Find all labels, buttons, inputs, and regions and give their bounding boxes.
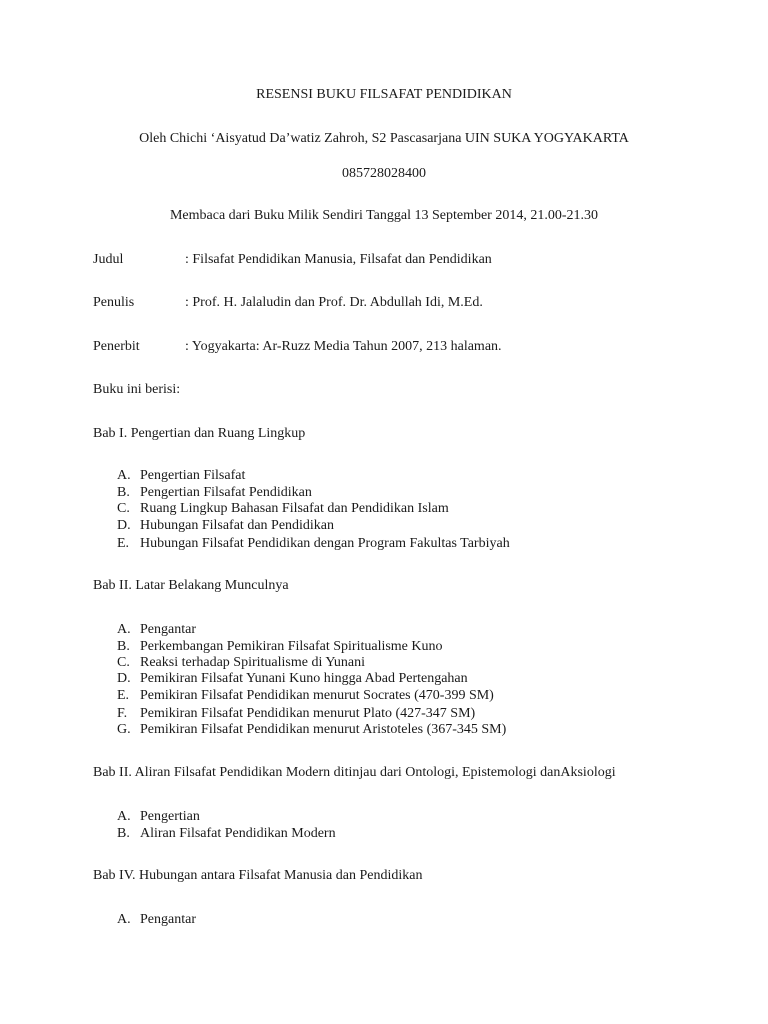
penerbit-label: Penerbit <box>93 339 140 354</box>
list-letter: D. <box>117 671 131 686</box>
list-item <box>117 655 365 671</box>
list-text: Pemikiran Filsafat Yunani Kuno hingga Abad Pertengahan <box>140 671 468 686</box>
chapter-heading: Bab II. Aliran Filsafat Pendidikan Modern ditinjau dari Ontologi, Epistemologi danAksiologi <box>93 765 616 780</box>
list-item <box>117 501 449 517</box>
list-letter: E. <box>117 536 130 551</box>
list-letter: C. <box>117 501 130 516</box>
penulis-label: Penulis <box>93 295 135 310</box>
list-text: Hubungan Filsafat Pendidikan dengan Program Fakultas Tarbiyah <box>140 536 510 551</box>
list-text: Pemikiran Filsafat Pendidikan menurut Aristoteles (367-345 SM) <box>140 722 507 737</box>
list-item <box>117 639 443 655</box>
list-item <box>117 706 475 722</box>
list-text: Pemikiran Filsafat Pendidikan menurut Plato (427-347 SM) <box>140 706 476 721</box>
list-item <box>117 536 510 552</box>
list-text: Pengertian Filsafat Pendidikan <box>140 485 312 500</box>
list-text: Pemikiran Filsafat Pendidikan menurut Socrates (470-399 SM) <box>140 688 494 703</box>
intro-text: Buku ini berisi: <box>93 382 181 397</box>
list-item <box>117 826 336 842</box>
list-letter: B. <box>117 639 130 654</box>
list-letter: E. <box>117 688 130 703</box>
author-line: Oleh Chichi ‘Aisyatud Da’watiz Zahroh, S2 Pascasarjana UIN SUKA YOGYAKARTA <box>139 131 629 146</box>
list-text: Pengertian Filsafat <box>140 468 246 483</box>
list-item <box>117 809 200 825</box>
list-letter: B. <box>117 485 130 500</box>
list-letter: F. <box>117 706 128 721</box>
list-text: Reaksi terhadap Spiritualisme di Yunani <box>140 655 365 670</box>
reading-note: Membaca dari Buku Milik Sendiri Tanggal 13 September 2014, 21.00-21.30 <box>169 208 599 223</box>
judul-label: Judul <box>93 252 124 267</box>
list-letter: A. <box>117 468 131 483</box>
phone-number: 085728028400 <box>342 166 426 181</box>
list-letter: B. <box>117 826 130 841</box>
list-letter: G. <box>117 722 131 737</box>
penulis-value: : Prof. H. Jalaludin dan Prof. Dr. Abdullah Idi, M.Ed. <box>185 295 483 310</box>
list-letter: C. <box>117 655 130 670</box>
list-letter: A. <box>117 912 131 927</box>
judul-value: : Filsafat Pendidikan Manusia, Filsafat dan Pendidikan <box>185 252 492 267</box>
document-title: RESENSI BUKU FILSAFAT PENDIDIKAN <box>256 87 512 102</box>
list-item <box>117 622 196 638</box>
list-text: Ruang Lingkup Bahasan Filsafat dan Pendidikan Islam <box>140 501 449 516</box>
list-item <box>117 912 196 928</box>
list-text: Pengertian <box>140 809 200 824</box>
list-text: Pengantar <box>140 912 196 927</box>
list-text: Perkembangan Pemikiran Filsafat Spiritualisme Kuno <box>140 639 443 654</box>
list-letter: A. <box>117 622 131 637</box>
list-text: Hubungan Filsafat dan Pendidikan <box>140 518 335 533</box>
list-item <box>117 518 334 534</box>
list-letter: A. <box>117 809 131 824</box>
chapter-heading: Bab IV. Hubungan antara Filsafat Manusia dan Pendidikan <box>93 868 423 883</box>
penerbit-value: : Yogyakarta: Ar-Ruzz Media Tahun 2007, 213 halaman. <box>185 339 502 354</box>
list-letter: D. <box>117 518 131 533</box>
list-item <box>117 722 506 738</box>
chapter-heading: Bab II. Latar Belakang Munculnya <box>93 578 289 593</box>
list-item <box>117 468 245 484</box>
list-text: Aliran Filsafat Pendidikan Modern <box>140 826 336 841</box>
list-text: Pengantar <box>140 622 196 637</box>
list-item <box>117 688 494 704</box>
list-item <box>117 485 312 501</box>
chapter-heading: Bab I. Pengertian dan Ruang Lingkup <box>93 426 306 441</box>
list-item <box>117 671 468 687</box>
